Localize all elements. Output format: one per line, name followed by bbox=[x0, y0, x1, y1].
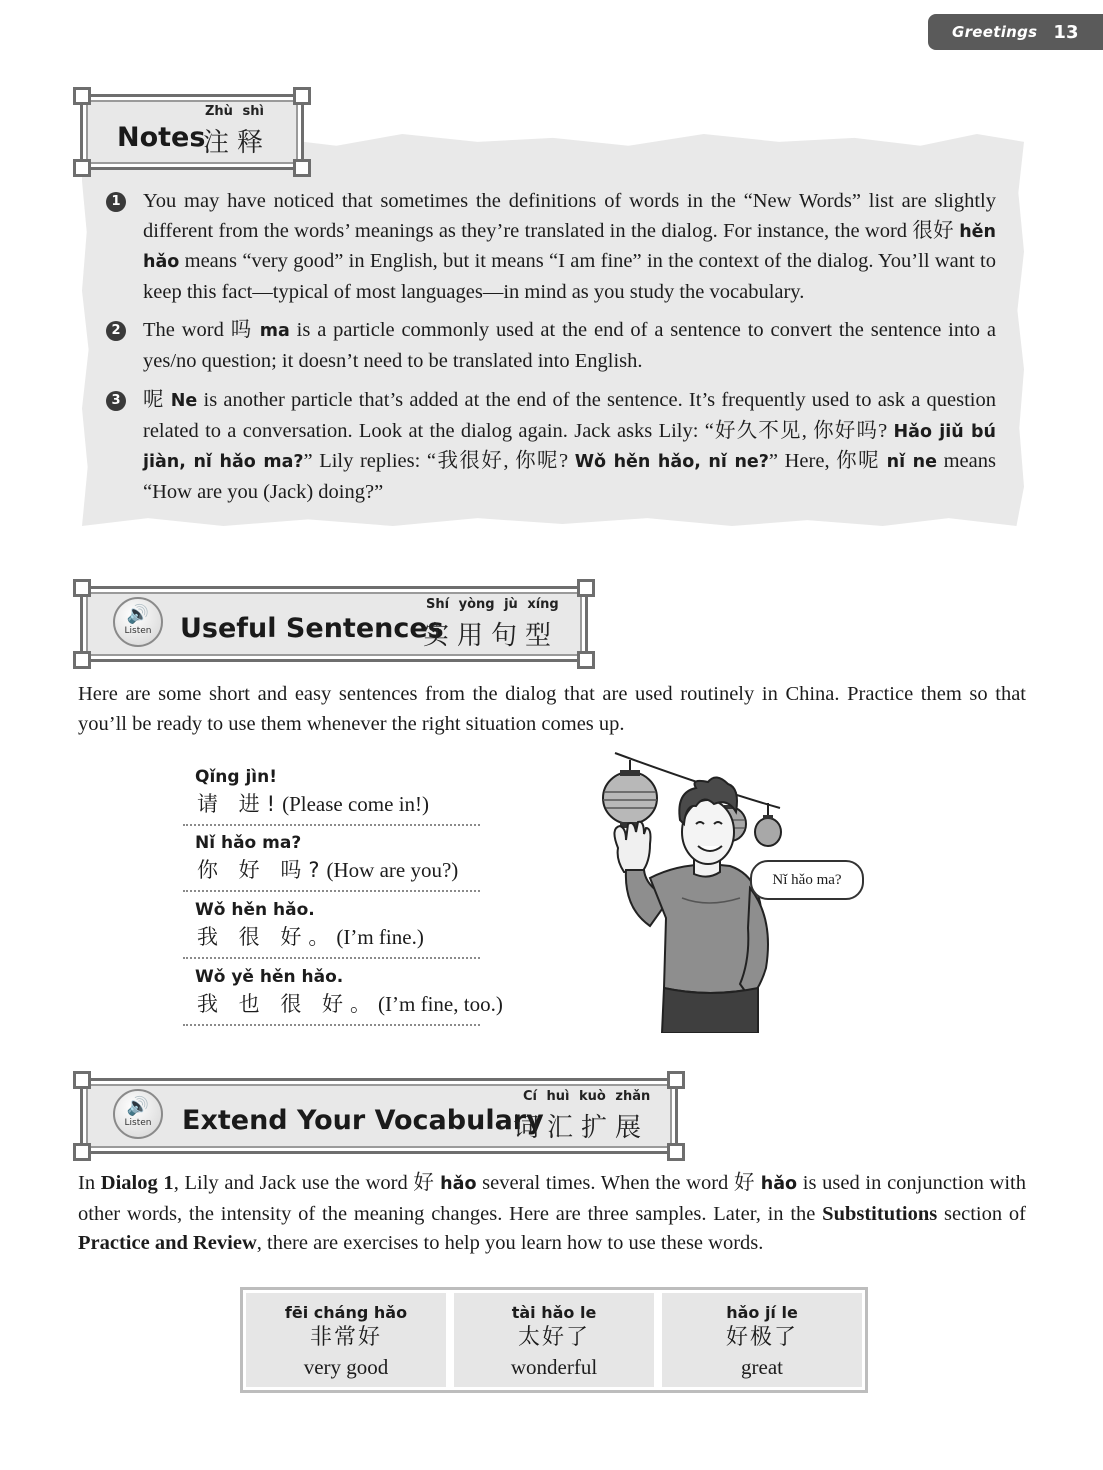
listen-audio-button[interactable] bbox=[113, 1089, 163, 1139]
number-badge-icon: 2 bbox=[106, 321, 126, 341]
bold-term: Practice and Review bbox=[78, 1232, 257, 1254]
listen-label: Listen bbox=[124, 1118, 152, 1128]
pinyin-term: hěn hǎo bbox=[143, 221, 996, 272]
useful-sentences-chinese: 实用句型 bbox=[423, 621, 560, 651]
vocabulary-english: great bbox=[741, 1355, 783, 1379]
vocabulary-pinyin: tài hǎo le bbox=[511, 1303, 597, 1322]
vocabulary-english: wonderful bbox=[510, 1355, 598, 1379]
listen-label: Listen bbox=[124, 626, 152, 636]
vocabulary-cell bbox=[660, 1293, 862, 1387]
note-item-2 bbox=[110, 316, 996, 376]
note-item-3 bbox=[110, 386, 996, 507]
extend-vocabulary-chinese: 词汇扩展 bbox=[513, 1113, 650, 1143]
note-text: 呢 Ne is another particle that’s added at the end of the sentence. It’s frequently used to ask a question related to a conversation. Look at the dialog again. Jack asks Lily: “好久不见, 你好吗? Hǎo jiǔ bú jiàn, nǐ hǎo ma?” Lily replies: “我很好, 你呢? Wǒ hěn hǎo, nǐ ne?” Here, 你呢 nǐ ne means “How are you (Jack) doing?” bbox=[143, 389, 996, 503]
pinyin-term: hǎo bbox=[760, 1174, 798, 1194]
sentence-english: (Please come in!) bbox=[282, 792, 430, 816]
number-badge-icon: 3 bbox=[106, 391, 126, 411]
note-text: The word 吗 ma is a particle commonly used at the end of a sentence to convert the sentence into a yes/no question; it doesn’t need to be translated into English. bbox=[143, 319, 996, 372]
pinyin-term: Ne bbox=[170, 391, 198, 411]
lantern-icon bbox=[755, 803, 781, 846]
lantern-icon bbox=[603, 760, 657, 828]
pinyin-term: nǐ ne bbox=[886, 452, 938, 472]
page-number: 13 bbox=[1053, 21, 1079, 43]
number-badge-icon: 1 bbox=[106, 192, 126, 212]
extend-vocabulary-title: Extend Your Vocabulary bbox=[182, 1105, 544, 1136]
vocabulary-chinese: 好极了 bbox=[725, 1325, 798, 1350]
extend-vocabulary-intro: In Dialog 1, Lily and Jack use the word 好 hǎo several times. When the word 好 hǎo is used in conjunction with other words, the intensity of the meaning changes. Here are three samples. Later, in the Substitutions section of Practice and Review, there are exercises to help you learn how to use these words. bbox=[78, 1172, 1026, 1254]
vocabulary-pinyin: hǎo jí le bbox=[726, 1303, 798, 1322]
sentence-pinyin: Nǐ hǎo ma? bbox=[195, 833, 302, 853]
notes-title-chinese: 注释 bbox=[203, 128, 272, 158]
chapter-tab bbox=[928, 14, 1103, 50]
pinyin-term: ma bbox=[259, 321, 290, 341]
sentence-item bbox=[183, 899, 480, 959]
vocabulary-english: very good bbox=[303, 1355, 389, 1379]
pinyin-term: hǎo bbox=[440, 1174, 477, 1194]
sentence-item bbox=[183, 966, 503, 1026]
listen-audio-button[interactable] bbox=[113, 597, 163, 647]
bold-term: Dialog 1 bbox=[100, 1172, 174, 1194]
sentence-chinese: 我 也 很 好。 bbox=[197, 992, 379, 1016]
extend-vocabulary-pinyin: Cí huì kuò zhǎn bbox=[523, 1089, 651, 1104]
sentence-pinyin: Qǐng jìn! bbox=[195, 767, 277, 787]
vocabulary-cell bbox=[246, 1293, 446, 1387]
notes-title: Notes bbox=[117, 122, 206, 153]
sentence-chinese: 你 好 吗? bbox=[197, 858, 327, 882]
chapter-title: Greetings bbox=[952, 23, 1038, 41]
sentence-item bbox=[183, 766, 480, 826]
useful-sentences-pinyin: Shí yòng jù xíng bbox=[426, 597, 559, 612]
sentence-item bbox=[183, 832, 480, 892]
note-text: You may have noticed that sometimes the definitions of words in the “New Words” list are slightly different from the words’ meanings as they’re translated in the dialog. For instance, the word 很好 hěn hǎo means “very good” in English, but it means “I am fine” in the context of the dialog. You’ll want to keep this fact—typical of most languages—in mind as you study the vocabulary. bbox=[143, 190, 996, 303]
vocabulary-table bbox=[240, 1287, 868, 1393]
bold-term: Substitutions bbox=[822, 1202, 938, 1225]
note-item-1 bbox=[110, 187, 996, 307]
vocabulary-chinese: 太好了 bbox=[517, 1325, 590, 1350]
vocabulary-chinese: 非常好 bbox=[309, 1325, 382, 1350]
pinyin-term: Wǒ hěn hǎo, nǐ ne? bbox=[574, 452, 769, 472]
sentence-english: (I’m fine, too.) bbox=[378, 992, 503, 1016]
notes-title-pinyin: Zhù shì bbox=[205, 104, 264, 119]
sentence-english: (I’m fine.) bbox=[336, 925, 424, 949]
vocabulary-cell bbox=[452, 1293, 654, 1387]
extend-vocabulary-title-frame bbox=[80, 1078, 678, 1154]
speaker-icon: 🔊 bbox=[126, 1096, 150, 1116]
speech-bubble: Nǐ hǎo ma? bbox=[750, 860, 864, 900]
sentence-pinyin: Wǒ hěn hǎo. bbox=[195, 900, 315, 920]
pinyin-term: Hǎo jiǔ bú jiàn, nǐ hǎo ma? bbox=[143, 421, 996, 472]
sentence-chinese: 请 进! bbox=[197, 792, 283, 816]
sentence-chinese: 我 很 好。 bbox=[197, 925, 337, 949]
vocabulary-pinyin: fēi cháng hǎo bbox=[284, 1303, 408, 1322]
useful-sentences-title-frame bbox=[80, 586, 588, 662]
sentence-english: (How are you?) bbox=[326, 858, 459, 882]
speaker-icon: 🔊 bbox=[126, 604, 150, 624]
useful-sentences-intro: Here are some short and easy sentences from the dialog that are used routinely in China. Practice them so that you’ll be ready to use them whenever the right situation comes up. bbox=[78, 683, 1026, 735]
sentence-pinyin: Wǒ yě hěn hǎo. bbox=[195, 967, 344, 987]
notes-title-frame bbox=[80, 94, 304, 170]
useful-sentences-title: Useful Sentences bbox=[180, 613, 444, 644]
